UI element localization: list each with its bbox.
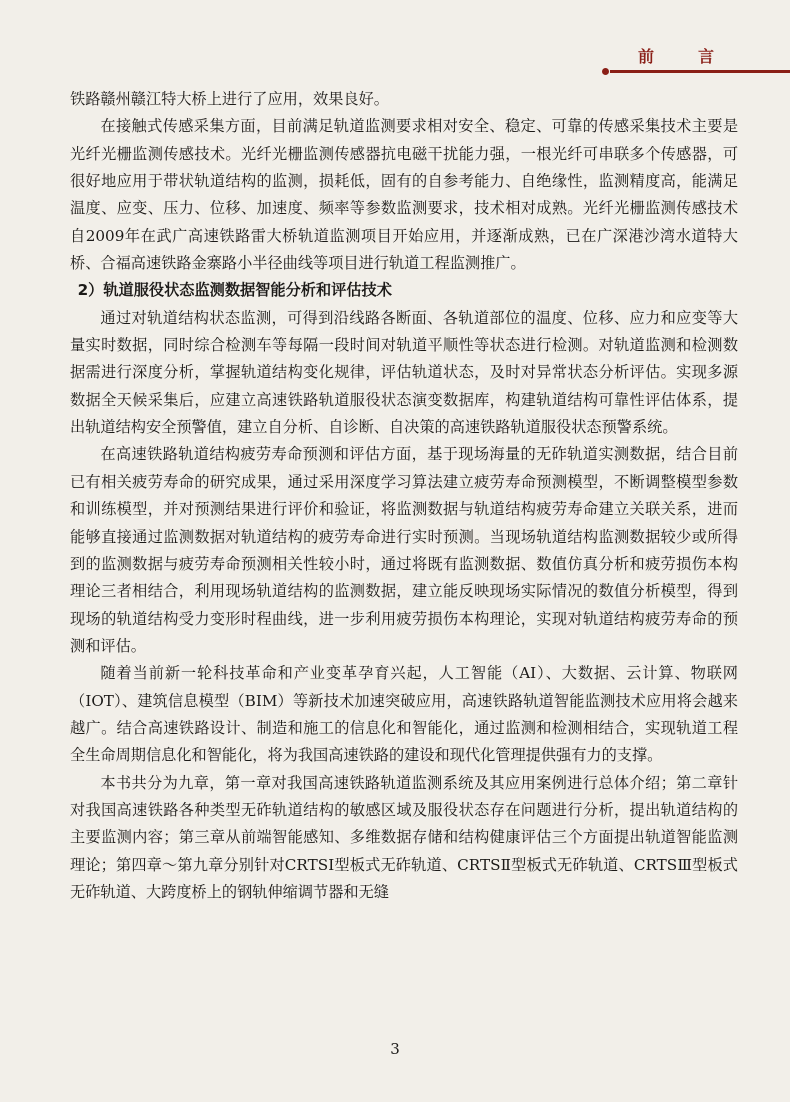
paragraph: 本书共分为九章，第一章对我国高速铁路轨道监测系统及其应用案例进行总体介绍；第二章针对我国高速铁路各种类型无砟轨道结构的敏感区域及服役状态存在问题进行分析，提出轨道结构的主要监测内容；第三章从前端智能感知、多维数据存储和结构健康评估三个方面提出轨道智能监测理论；第四章～第九章分别针对CRTSⅠ型板式无砟轨道、CRTSⅡ型板式无砟轨道、CRTSⅢ型板式无砟轨道、大跨度桥上的钢轨伸缩调节器和无缝: [70, 773, 738, 901]
header-rule: [610, 70, 790, 73]
header-ornament-dot: [602, 68, 609, 75]
section-subheading: 2）轨道服役状态监测数据智能分析和评估技术: [77, 281, 392, 300]
paragraph: 在接触式传感采集方面，目前满足轨道监测要求相对安全、稳定、可靠的传感采集技术主要是光纤光栅监测传感技术。光纤光栅监测传感器抗电磁干扰能力强，一根光纤可串联多个传感器，可很好地应用于带状轨道结构的监测，损耗低，固有的自参考能力、自绝缘性，监测精度高，能满足温度、应变、压力、位移、加速度、频率等参数监测要求，技术相对成熟。光纤光栅监测传感技术自2009年在武广高速铁路雷大桥轨道监测项目开始应用，并逐渐成熟，已在广深港沙湾水道特大桥、合福高速铁路金寨路小半径曲线等项目进行轨道工程监测推广。: [70, 117, 738, 273]
running-head-title: 前 言: [637, 47, 728, 66]
page-number: 3: [390, 1040, 400, 1058]
paragraph: 通过对轨道结构状态监测，可得到沿线路各断面、各轨道部位的温度、位移、应力和应变等大量实时数据，同时综合检测车等每隔一段时间对轨道平顺性等状态进行检测。对轨道监测和检测数据需进行深度分析，掌握轨道结构变化规律，评估轨道状态，及时对异常状态分析评估。实现多源数据全天候采集后，应建立高速铁路轨道服役状态演变数据库，构建轨道结构可靠性评估体系，提出轨道结构安全预警值，建立自分析、自诊断、自决策的高速铁路轨道服役状态预警系统。: [70, 308, 738, 437]
paragraph: 在高速铁路轨道结构疲劳寿命预测和评估方面，基于现场海量的无砟轨道实测数据，结合目前已有相关疲劳寿命的研究成果，通过采用深度学习算法建立疲劳寿命预测模型，不断调整模型参数和训练模型，并对预测结果进行评价和验证，将监测数据与轨道结构疲劳寿命建立关联关系，进而能够直接通过监测数据对轨道结构的疲劳寿命进行实时预测。当现场轨道结构监测数据较少或所得到的监测数据与疲劳寿命预测相关性较小时，通过将既有监测数据、数值仿真分析和疲劳损伤本构理论三者相结合，利用现场轨道结构的监测数据，建立能反映现场实际情况的数值分析模型，得到现场的轨道结构受力变形时程曲线，进一步利用疲劳损伤本构理论，实现对轨道结构疲劳寿命的预测和评估。: [70, 445, 738, 655]
body-text: [70, 86, 738, 906]
page-header: [0, 0, 790, 80]
paragraph-continued: 铁路赣州赣江特大桥上进行了应用，效果良好。: [70, 90, 389, 108]
paragraph: 随着当前新一轮科技革命和产业变革孕育兴起，人工智能（AI）、大数据、云计算、物联网（IOT）、建筑信息模型（BIM）等新技术加速突破应用，高速铁路轨道智能监测技术应用将会越来越广。结合高速铁路设计、制造和施工的信息化和智能化，通过监测和检测相结合，实现轨道工程全生命周期信息化和智能化，将为我国高速铁路的建设和现代化管理提供强有力的支撑。: [70, 664, 738, 765]
